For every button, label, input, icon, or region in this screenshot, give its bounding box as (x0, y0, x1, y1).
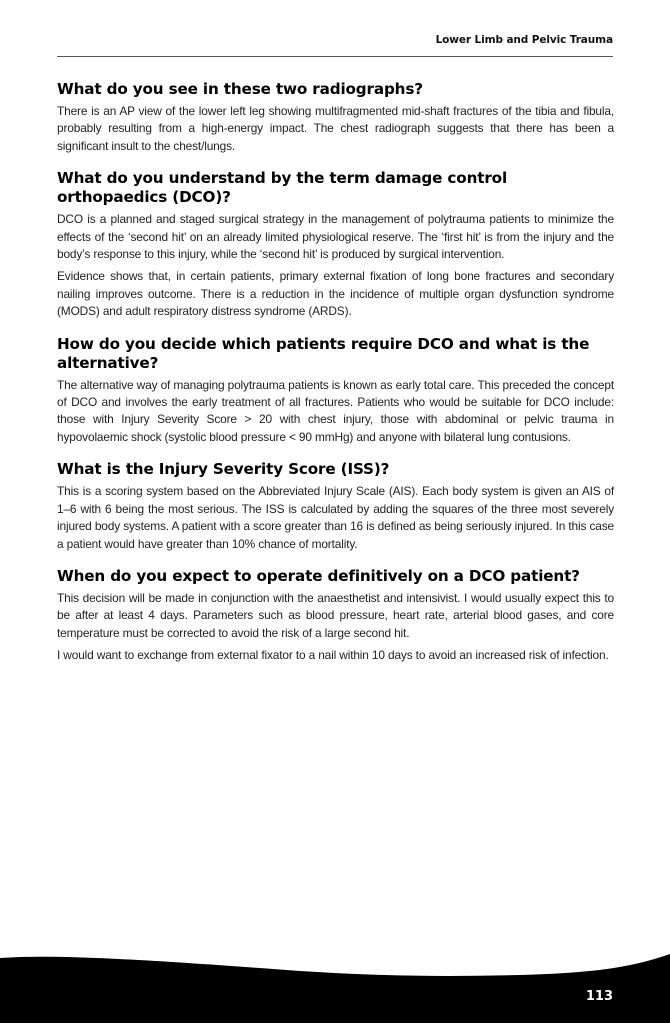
section-heading: How do you decide which patients require DCO and what is the alternative? (57, 334, 590, 372)
section-paragraph: There is an AP view of the lower left leg showing multifragmented mid-shaft fractures of the tibia and fibula, probably resulting from a high-energy impact. The chest radiograph suggests that there has been a significant insult to the chest/lungs. (57, 104, 614, 153)
footer-wave-band (0, 940, 670, 1023)
section-dco-definition (57, 169, 614, 320)
section-paragraph: DCO is a planned and staged surgical strategy in the management of polytrauma patients to minimize the effects of the ‘second hit’ on an already limited physiological reserve. The ‘first hit’ is from the injury and the body’s response to this injury, while the ‘second hit’ is produced by surgical intervention. (57, 212, 614, 262)
section-heading: When do you expect to operate definitively on a DCO patient? (57, 566, 580, 585)
section-heading: What is the Injury Severity Score (ISS)? (57, 460, 390, 479)
section-heading: What do you see in these two radiographs? (57, 80, 423, 98)
section-radiographs (57, 80, 614, 155)
header-rule (57, 56, 613, 57)
page-number: 113 (585, 989, 613, 1004)
section-iss (57, 460, 614, 553)
section-paragraph: Evidence shows that, in certain patients, primary external fixation of long bone fractures and secondary nailing improves outcome. There is a reduction in the incidence of multiple organ dysfunction syndrome (MODS) and adult respiratory distress syndrome (ARDS). (57, 269, 614, 319)
section-paragraph: The alternative way of managing polytrauma patients is known as early total care. This preceded the concept of DCO and involves the early treatment of all fractures. Patients who would be suitable for DCO include: those with Injury Severity Score > 20 with chest injury, those with abdominal or pelvic trauma in hypovolaemic shock (systolic blood pressure < 90 mmHg) and anyone with bilateral lung contusions. (57, 377, 614, 444)
section-paragraph: This decision will be made in conjunction with the anaesthetist and intensivist. I would usually expect this to be after at least 4 days. Parameters such as blood pressure, heart rate, arterial blood gases, and core temperature must be corrected to avoid the risk of a large second hit. (57, 590, 614, 640)
section-paragraph: I would want to exchange from external fixator to a nail within 10 days to avoid an increased risk of infection. (57, 648, 609, 663)
page-content (57, 80, 614, 679)
section-paragraph: This is a scoring system based on the Abbreviated Injury Scale (AIS). Each body system is given an AIS of 1–6 with 6 being the most serious. The ISS is calculated by adding the squares of the three most severely injured body systems. A patient with a score greater than 16 is defined as being seriously injured. In this case a patient would have greater than 10% chance of mortality. (57, 484, 614, 551)
section-heading: What do you understand by the term damage control orthopaedics (DCO)? (57, 169, 508, 207)
section-definitive-surgery (57, 567, 614, 665)
running-header: Lower Limb and Pelvic Trauma (435, 34, 613, 46)
section-dco-selection (57, 335, 614, 447)
